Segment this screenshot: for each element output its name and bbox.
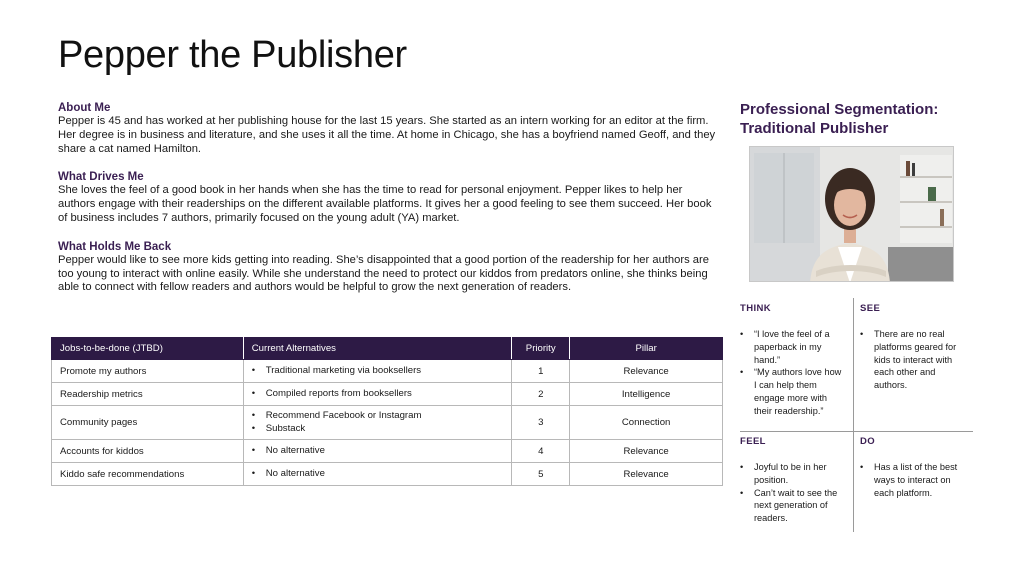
table-row	[52, 406, 723, 440]
alternative-item: • Substack	[252, 423, 504, 436]
pillar-cell: Relevance	[570, 360, 723, 383]
drives-text: She loves the feel of a good book in her hands when she has the time to read for personal enjoyment. Pepper likes to help her authors engage with their readerships on the different available platforms. It gives her a good feeling to see them succeed. Her book of business includes 7 authors, primarily focused on the young adult (YA) market.	[58, 184, 712, 224]
empathy-map-divider-vertical	[853, 298, 854, 532]
column-header-pillar: Pillar	[570, 338, 723, 360]
feel-quadrant	[740, 436, 846, 525]
table-row	[52, 440, 723, 463]
priority-cell: 4	[512, 440, 570, 463]
see-quadrant	[860, 303, 966, 392]
think-item: • “I love the feel of a paperback in my hand.”	[740, 328, 846, 366]
priority-cell: 1	[512, 360, 570, 383]
feel-item: • Joyful to be in her position.	[740, 461, 846, 487]
persona-photo-illustration	[750, 147, 954, 282]
job-cell: Accounts for kiddos	[52, 440, 244, 463]
alternative-item: • No alternative	[252, 445, 504, 458]
table-row	[52, 463, 723, 486]
segmentation-title-line2: Traditional Publisher	[740, 119, 889, 137]
pillar-cell: Relevance	[570, 463, 723, 486]
alternative-item: • No alternative	[252, 468, 504, 481]
job-cell: Readership metrics	[52, 383, 244, 406]
see-item: • There are no real platforms geared for kids to interact with each other and authors.	[860, 328, 966, 392]
alternatives-cell	[243, 360, 512, 383]
do-item: • Has a list of the best ways to interact on each platform.	[860, 461, 966, 499]
table-header-row	[52, 338, 723, 360]
empathy-map-divider-horizontal	[740, 431, 973, 432]
pillar-cell: Intelligence	[570, 383, 723, 406]
about-text: Pepper is 45 and has worked at her publishing house for the last 15 years. She started as an intern working for an editor at the firm. Her degree is in business and literature, and she uses it all the time. At home in Chicago, she has a boyfriend named Geoff, and they share a cat named Hamilton.	[58, 115, 716, 155]
column-header-alternatives: Current Alternatives	[243, 338, 512, 360]
alternatives-cell	[243, 463, 512, 486]
table-row	[52, 383, 723, 406]
priority-cell: 2	[512, 383, 570, 406]
job-cell: Promote my authors	[52, 360, 244, 383]
jtbd-table	[51, 337, 723, 486]
priority-cell: 3	[512, 406, 570, 440]
pillar-cell: Relevance	[570, 440, 723, 463]
segmentation-title-line1: Professional Segmentation:	[740, 101, 939, 118]
think-item: • “My authors love how I can help them engage more with their readership.”	[740, 366, 846, 417]
pillar-cell: Connection	[570, 406, 723, 440]
alternative-item: • Traditional marketing via booksellers	[252, 365, 504, 378]
alternatives-cell	[243, 406, 512, 440]
job-cell: Community pages	[52, 406, 244, 440]
holds-heading: What Holds Me Back	[58, 240, 172, 253]
feel-item: • Can’t wait to see the next generation of readers.	[740, 487, 846, 525]
drives-heading: What Drives Me	[58, 171, 144, 184]
feel-label: FEEL	[740, 436, 766, 447]
page-title: Pepper the Publisher	[58, 34, 407, 76]
alternatives-cell	[243, 440, 512, 463]
segmentation-title	[740, 101, 980, 138]
holds-text: Pepper would like to see more kids getting into reading. She’s disappointed that a good portion of the readership for her authors are too young to interact with online easily. While she understand the need to protect our kiddos from predators online, she thinks being able to connect with fellow readers and authors would be helpful to grow the next generation of readers.	[58, 253, 709, 294]
job-cell: Kiddo safe recommendations	[52, 463, 244, 486]
think-label: THINK	[740, 303, 772, 314]
priority-cell: 5	[512, 463, 570, 486]
column-header-jtbd: Jobs-to-be-done (JTBD)	[52, 338, 244, 360]
persona-description	[58, 101, 718, 309]
table-row	[52, 360, 723, 383]
alternative-item: • Compiled reports from booksellers	[252, 388, 504, 401]
about-heading: About Me	[58, 102, 111, 114]
empathy-map	[740, 298, 973, 532]
see-label: SEE	[860, 303, 881, 314]
persona-photo	[749, 146, 954, 282]
do-label: DO	[860, 436, 876, 447]
do-quadrant	[860, 436, 966, 499]
alternative-item: • Recommend Facebook or Instagram	[252, 410, 504, 423]
think-quadrant	[740, 303, 846, 418]
alternatives-cell	[243, 383, 512, 406]
column-header-priority: Priority	[512, 338, 570, 360]
